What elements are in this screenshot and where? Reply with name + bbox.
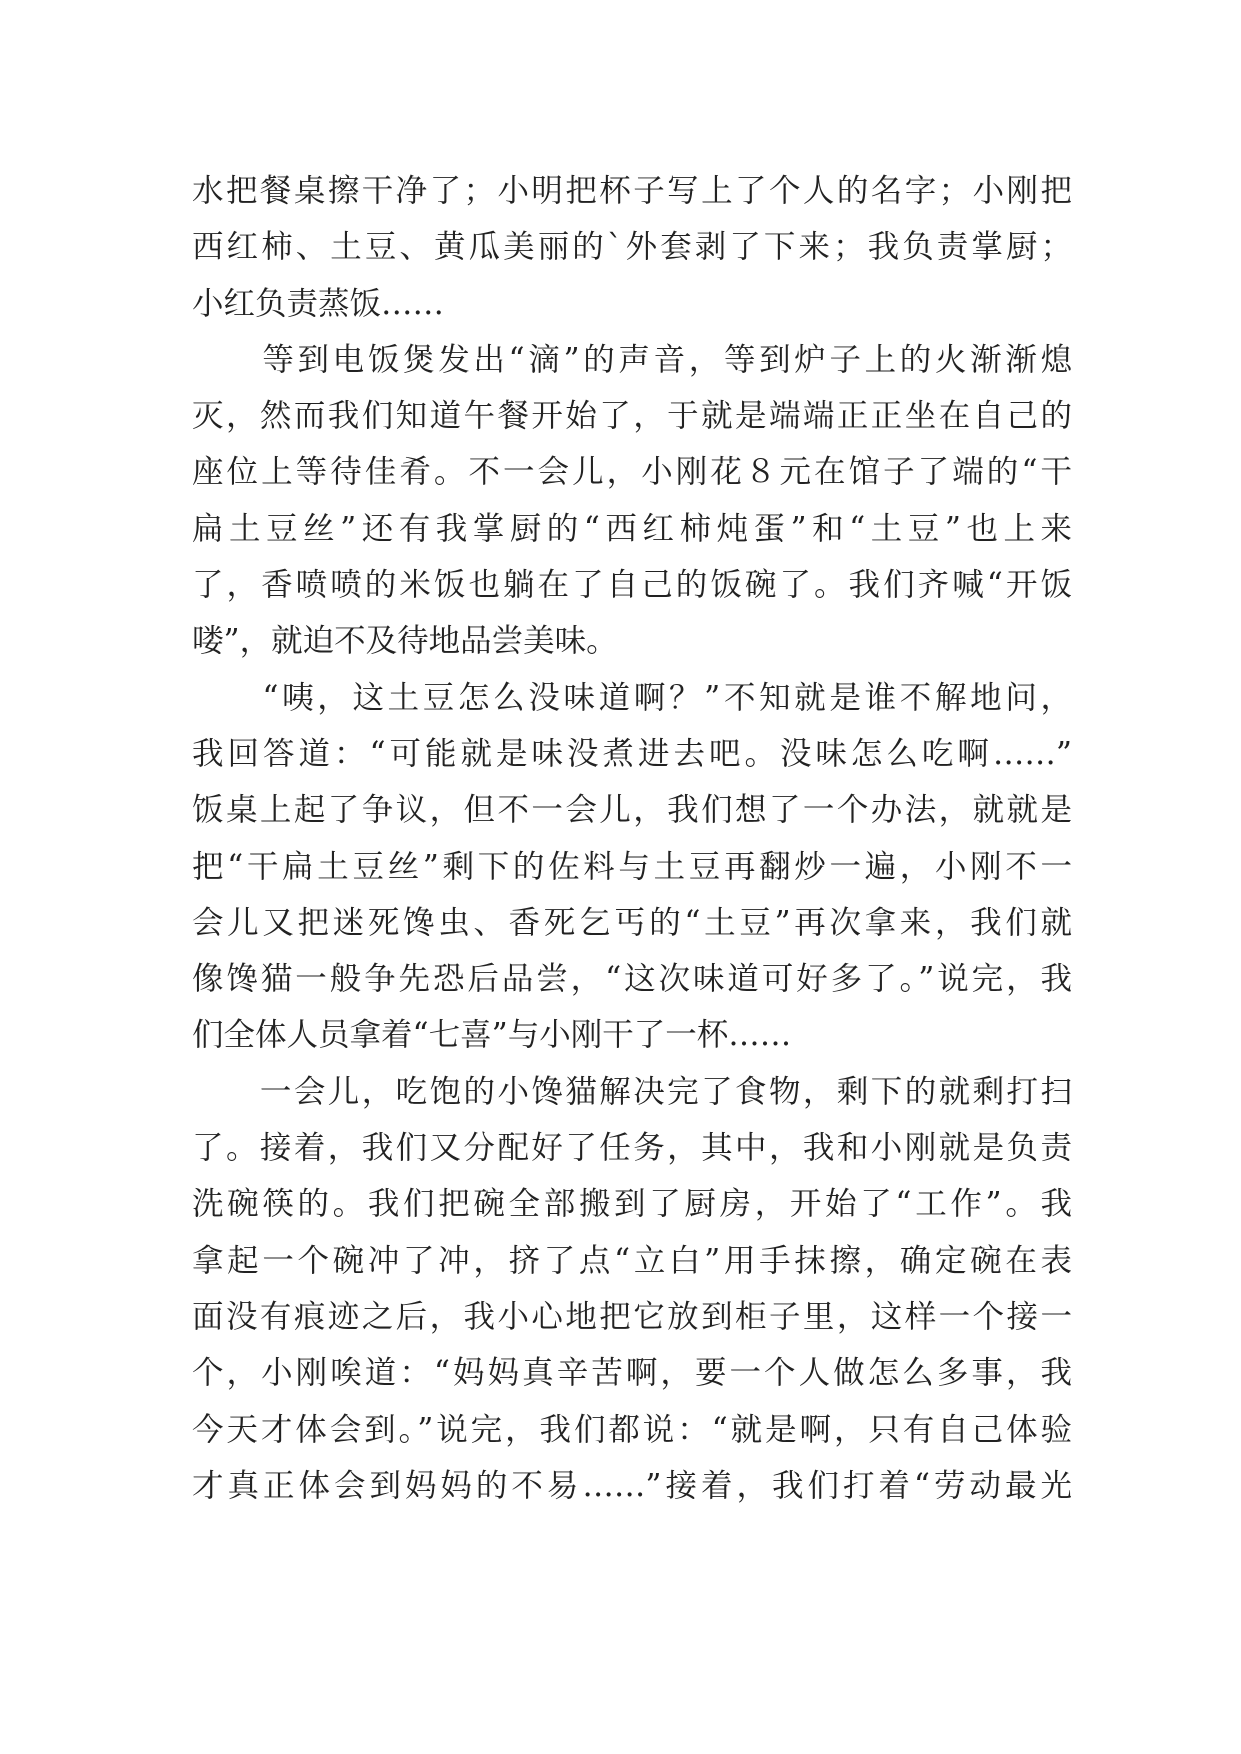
text-line: 洗碗筷的。我们把碗全部搬到了厨房，开始了“工作”。我 xyxy=(192,1186,1072,1223)
text-line: 像馋猫一般争先恐后品尝，“这次味道可好多了。”说完，我 xyxy=(192,961,1072,998)
text-line: 拿起一个碗冲了冲，挤了点“立白”用手抹擦，确定碗在表 xyxy=(192,1242,1072,1279)
body-text xyxy=(192,163,1072,1514)
text-line: 水把餐桌擦干净了；小明把杯子写上了个人的名字；小刚把 xyxy=(192,173,1072,209)
text-line: 了，香喷喷的米饭也躺在了自己的饭碗了。我们齐喊“开饭 xyxy=(192,567,1072,604)
text-line: 饭桌上起了争议，但不一会儿，我们想了一个办法，就就是 xyxy=(192,792,1072,829)
text-line: 小红负责蒸饭…… xyxy=(192,285,445,322)
text-line: 灭，然而我们知道午餐开始了，于就是端端正正坐在自己的 xyxy=(192,398,1072,435)
text-line: 喽”，就迫不及待地品尝美味。 xyxy=(192,623,618,660)
text-line: 面没有痕迹之后，我小心地把它放到柜子里，这样一个接一 xyxy=(192,1298,1072,1335)
text-line: 我回答道：“可能就是味没煮进去吧。没味怎么吃啊……” xyxy=(192,735,1072,772)
text-line: 西红柿、土豆、黄瓜美丽的`外套剥了下来；我负责掌厨； xyxy=(192,229,1072,266)
text-line: 了。接着，我们又分配好了任务，其中，我和小刚就是负责 xyxy=(192,1130,1072,1167)
text-line: 会儿又把迷死馋虫、香死乞丐的“土豆”再次拿来，我们就 xyxy=(192,904,1072,941)
text-line: 才真正体会到妈妈的不易……”接着，我们打着“劳动最光 xyxy=(192,1467,1072,1504)
text-line: 等到电饭煲发出“滴”的声音，等到炉子上的火渐渐熄 xyxy=(192,341,1072,378)
text-line: “咦，这土豆怎么没味道啊？”不知就是谁不解地问， xyxy=(192,679,1072,716)
text-line: 们全体人员拿着“七喜”与小刚干了一杯…… xyxy=(192,1017,792,1054)
text-line: 座位上等待佳肴。不一会儿，小刚花８元在馆子了端的“干 xyxy=(192,454,1072,491)
text-line: 一会儿，吃饱的小馋猫解决完了食物，剩下的就剩打扫 xyxy=(192,1073,1072,1110)
text-line: 扁土豆丝”还有我掌厨的“西红柿炖蛋”和“土豆”也上来 xyxy=(192,510,1072,547)
text-line: 把“干扁土豆丝”剩下的佐料与土豆再翻炒一遍，小刚不一 xyxy=(192,848,1072,885)
text-line: 今天才体会到。”说完，我们都说：“就是啊，只有自己体验 xyxy=(192,1411,1072,1448)
text-line: 个，小刚唉道：“妈妈真辛苦啊，要一个人做怎么多事，我 xyxy=(192,1355,1072,1392)
